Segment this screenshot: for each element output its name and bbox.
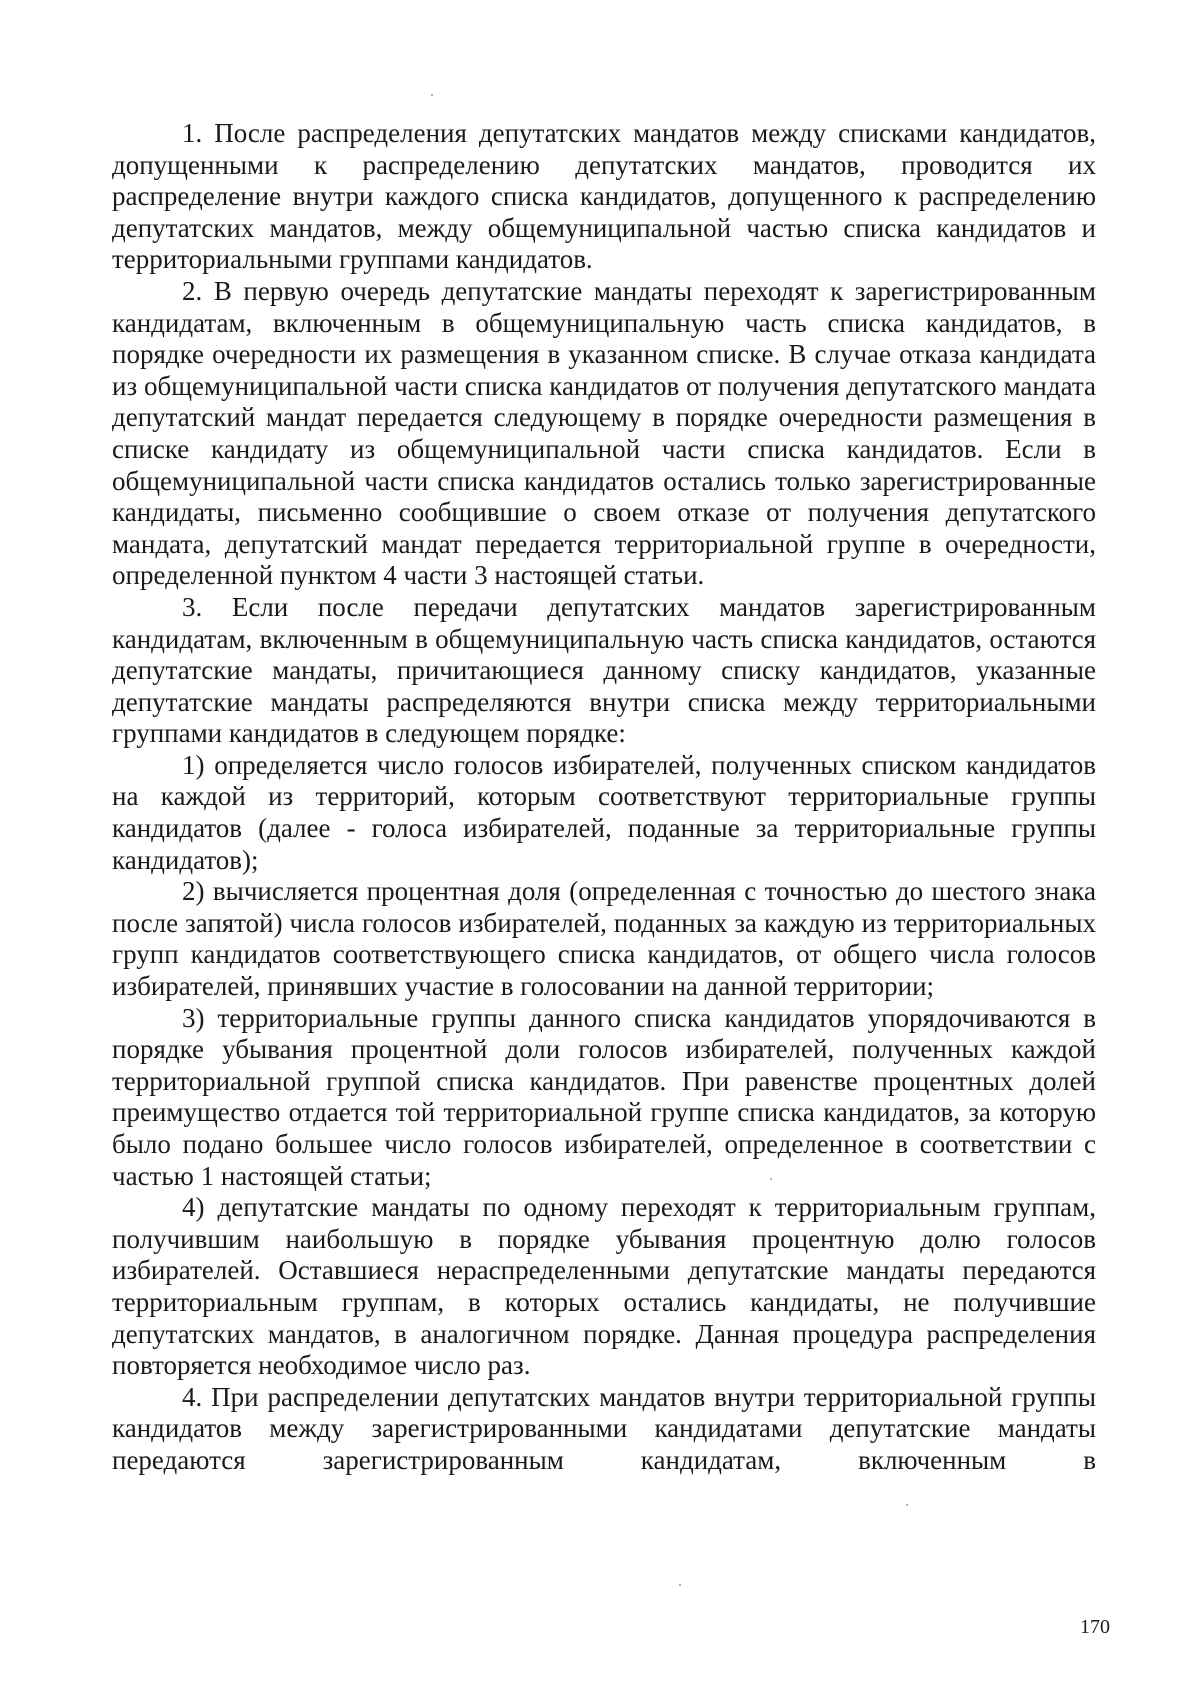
paragraph-1: 1. После распределения депутатских мандатов между списками кандидатов, допущенными к распределению депутатских мандатов, проводится их распределение внутри каждого списка кандидатов, допущенного к распределению депутатских мандатов, между общемуниципальной частью списка кандидатов и территориальными группами кандидатов. (112, 118, 1096, 275)
list-item-1: 1) определяется число голосов избирателей, полученных списком кандидатов на каждой из территорий, которым соответствуют территориальные группы кандидатов (далее - голоса избирателей, поданные за территориальные группы кандидатов); (112, 749, 1096, 875)
list-item-4: 4) депутатские мандаты по одному переходят к территориальным группам, получившим наибольшую в порядке убывания процентную долю голосов избирателей. Оставшиеся нераспределенными депутатские мандаты передаются территориальным группам, в которых остались кандидаты, не получившие депутатских мандатов, в аналогичном порядке. Данная процедура распределения повторяется необходимое число раз. (112, 1192, 1096, 1381)
paragraph-4: 4. При распределении депутатских мандатов внутри территориальной группы кандидатов между зарегистрированными кандидатами депутатские мандаты передаются зарегистрированным кандидатам, включенным в (112, 1381, 1096, 1475)
page-number: 170 (1080, 1616, 1110, 1638)
scan-speck (770, 1178, 772, 1180)
document-body (112, 118, 1096, 1477)
scan-speck (679, 1584, 681, 1586)
scan-speck (906, 1504, 908, 1506)
paragraph-3: 3. Если после передачи депутатских мандатов зарегистрированным кандидатам, включенным в общемуниципальную часть списка кандидатов, остаются депутатские мандаты, причитающиеся данному списку кандидатов, указанные депутатские мандаты распределяются внутри списка между территориальными группами кандидатов в следующем порядке: (112, 591, 1096, 749)
scan-speck (431, 94, 433, 96)
list-item-2: 2) вычисляется процентная доля (определенная с точностью до шестого знака после запятой) числа голосов избирателей, поданных за каждую из территориальных групп кандидатов соответствующего списка кандидатов, от общего числа голосов избирателей, принявших участие в голосовании на данной территории; (112, 876, 1096, 1002)
paragraph-2: 2. В первую очередь депутатские мандаты переходят к зарегистрированным кандидатам, включенным в общемуниципальную часть списка кандидатов, в порядке очередности их размещения в указанном списке. В случае отказа кандидата из общемуниципальной части списка кандидатов от получения депутатского мандата депутатский мандат передается следующему в порядке очередности размещения в списке кандидату из общемуниципальной части списка кандидатов. Если в общемуниципальной части списка кандидатов остались только зарегистрированные кандидаты, письменно сообщившие о своем отказе от получения депутатского мандата, депутатский мандат передается территориальной группе в очередности, определенной пунктом 4 части 3 настоящей статьи. (112, 275, 1096, 591)
list-item-3: 3) территориальные группы данного списка кандидатов упорядочиваются в порядке убывания процентной доли голосов избирателей, полученных каждой территориальной группой списка кандидатов. При равенстве процентных долей преимущество отдается той территориальной группе списка кандидатов, за которую было подано большее число голосов избирателей, определенное в соответствии с частью 1 настоящей статьи; (112, 1002, 1096, 1191)
